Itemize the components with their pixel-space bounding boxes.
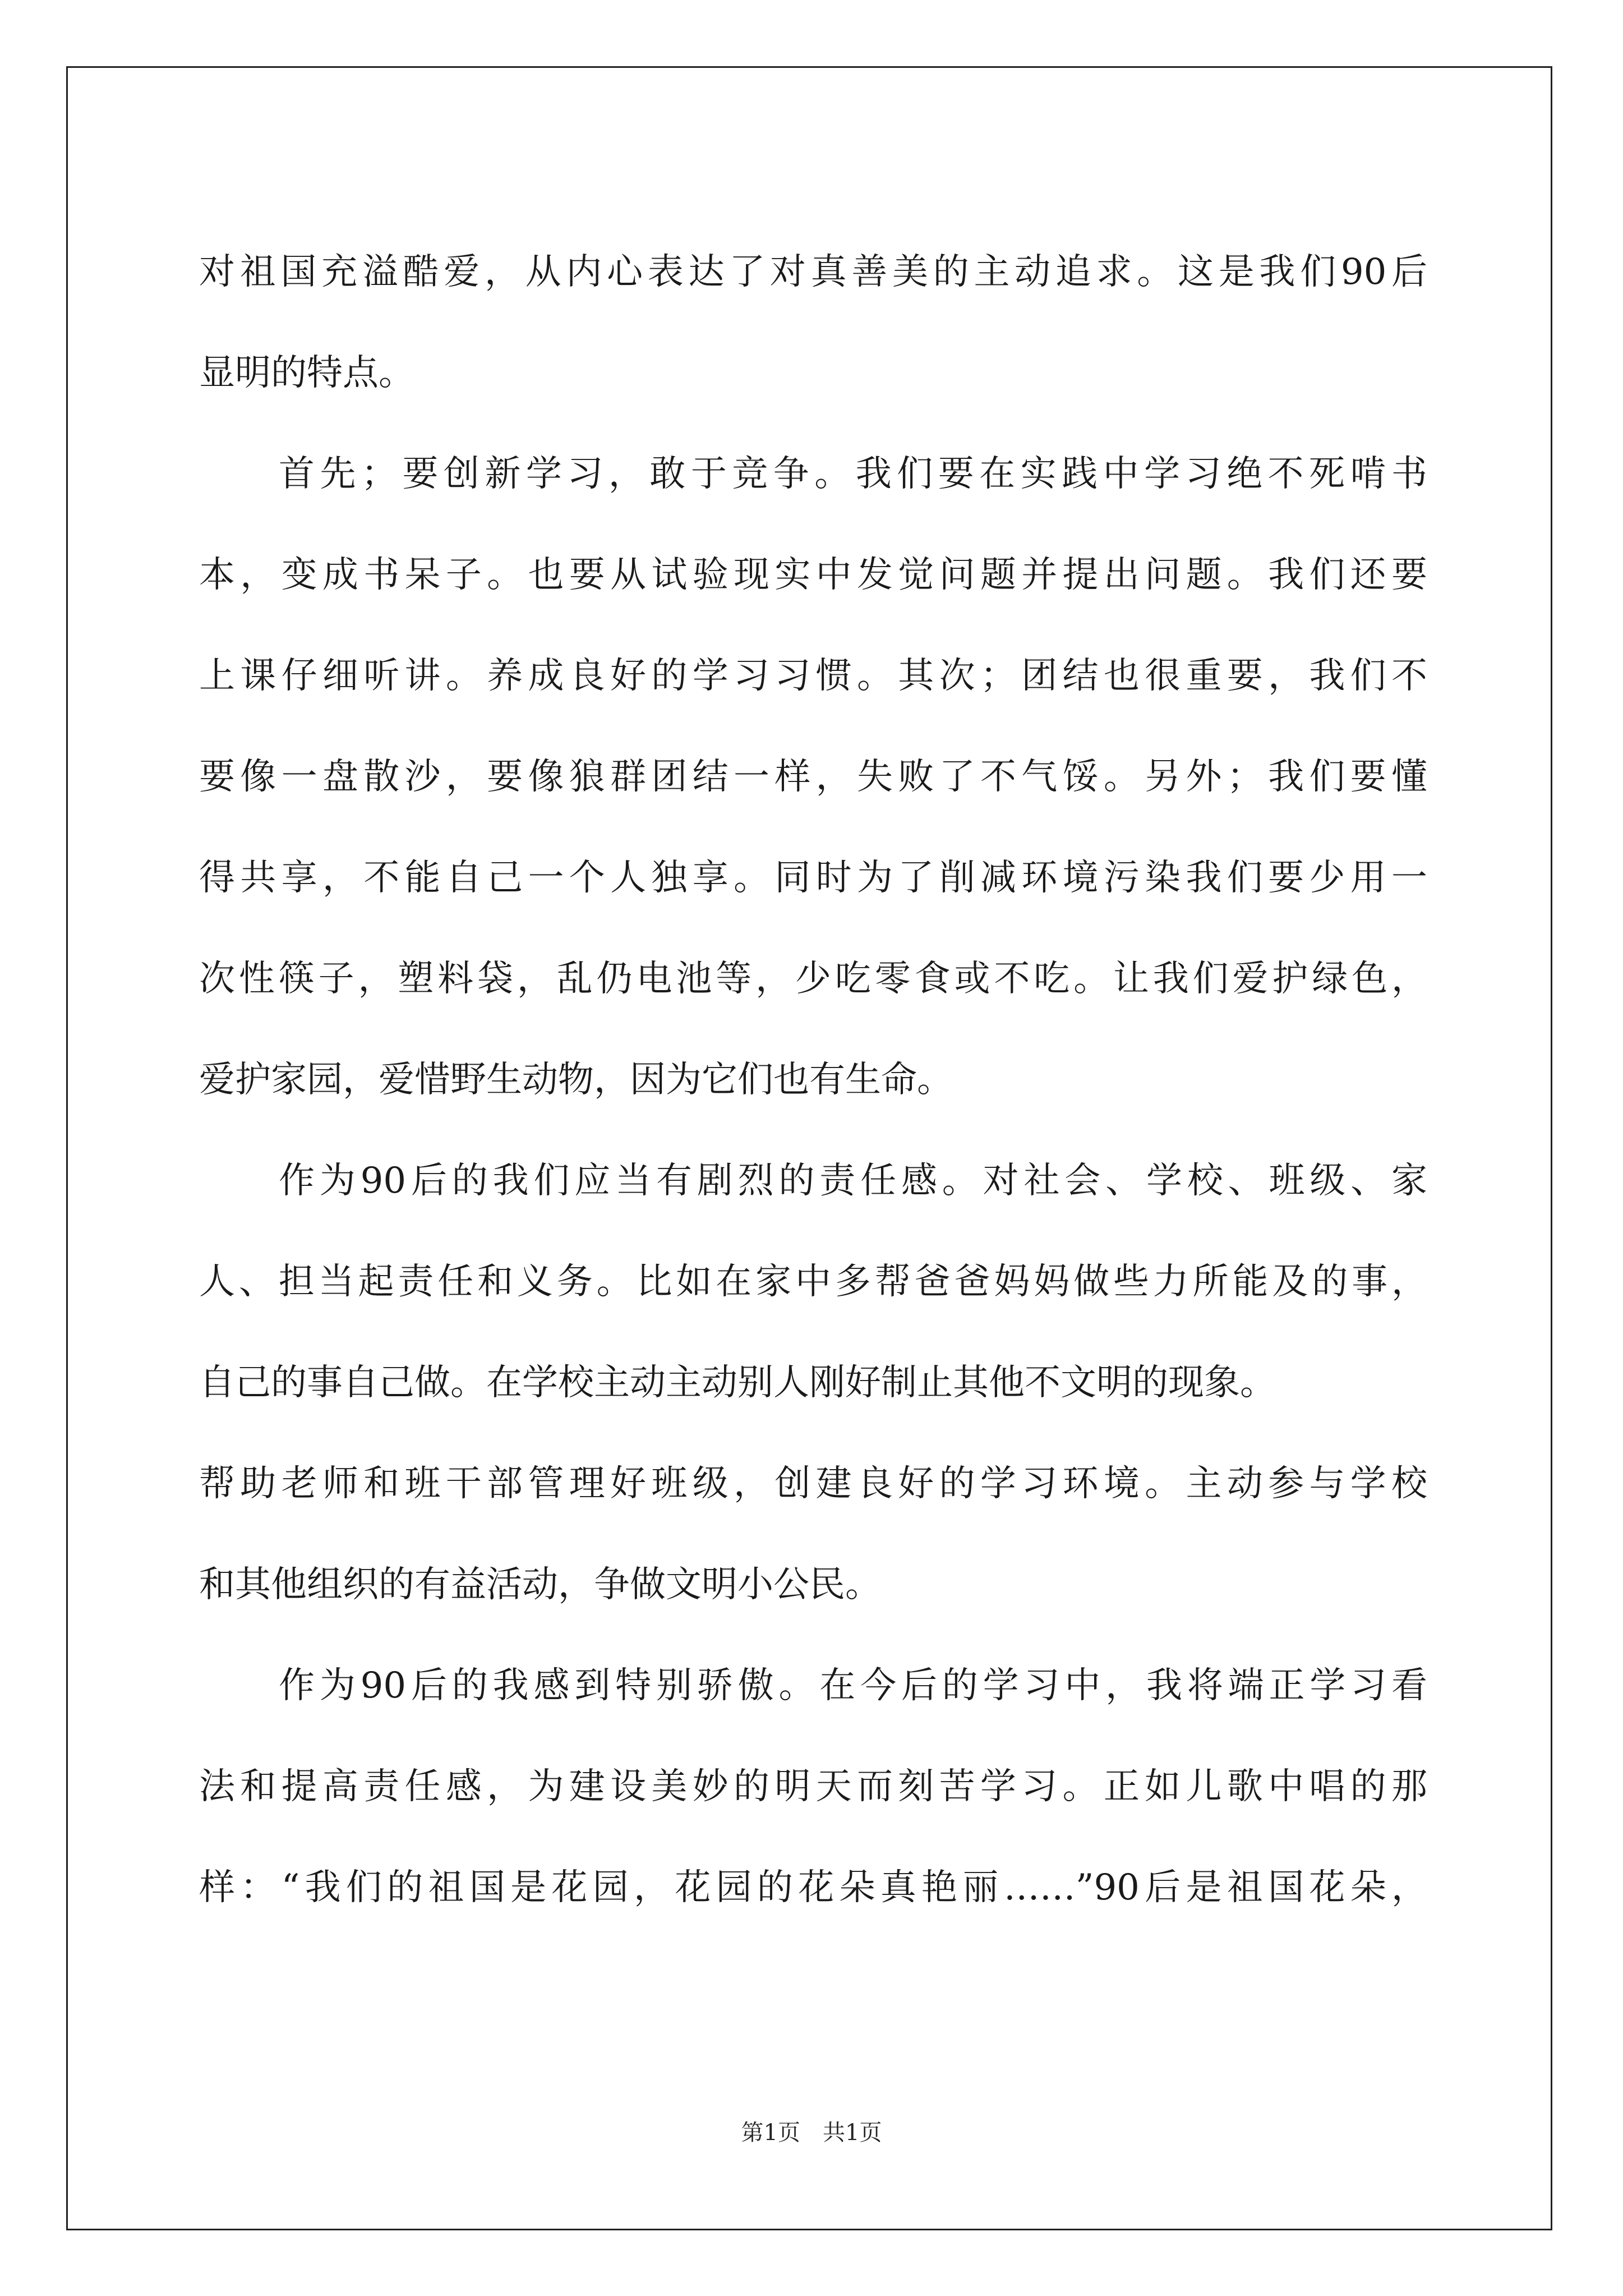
text-line: 帮助老师和班干部管理好班级，创建良好的学习环境。主动参与学校 xyxy=(199,1463,1427,1504)
text-line: 要像一盘散沙，要像狼群团结一样，失败了不气馁。另外；我们要懂 xyxy=(199,756,1427,798)
text-line: 人、担当起责任和义务。比如在家中多帮爸爸妈妈做些力所能及的事， xyxy=(199,1261,1427,1303)
text-line: 得共享，不能自己一个人独享。同时为了削减环境污染我们要少用一 xyxy=(199,857,1427,899)
page-number-footer: 第1页 共1页 xyxy=(741,2120,882,2146)
text-line: 自己的事自己做。在学校主动主动别人刚好制止其他不文明的现象。 xyxy=(199,1362,1276,1404)
paragraph-start-line: 首先；要创新学习，敢于竞争。我们要在实践中学习绝不死啃书 xyxy=(279,453,1427,495)
document-body xyxy=(199,222,1427,1938)
text-line: 爱护家园，爱惜野生动物，因为它们也有生命。 xyxy=(199,1059,953,1101)
text-line: 法和提高责任感，为建设美妙的明天而刻苦学习。正如儿歌中唱的那 xyxy=(199,1766,1427,1807)
text-line: 次性筷子，塑料袋，乱仍电池等，少吃零食或不吃。让我们爱护绿色， xyxy=(199,958,1427,1000)
text-line: 样：“我们的祖国是花园，花园的花朵真艳丽……”90后是祖国花朵， xyxy=(199,1867,1427,1908)
paragraph-start-line: 作为90后的我们应当有剧烈的责任感。对社会、学校、班级、家 xyxy=(279,1160,1427,1202)
text-line: 显明的特点。 xyxy=(199,352,414,394)
text-line: 和其他组织的有益活动，争做文明小公民。 xyxy=(199,1564,881,1605)
text-line: 对祖国充溢酷爱，从内心表达了对真善美的主动追求。这是我们90后 xyxy=(199,251,1427,293)
text-line: 本，变成书呆子。也要从试验现实中发觉问题并提出问题。我们还要 xyxy=(199,554,1427,596)
text-line: 上课仔细听讲。养成良好的学习习惯。其次；团结也很重要，我们不 xyxy=(199,655,1427,697)
paragraph-start-line: 作为90后的我感到特别骄傲。在今后的学习中，我将端正学习看 xyxy=(279,1665,1427,1706)
